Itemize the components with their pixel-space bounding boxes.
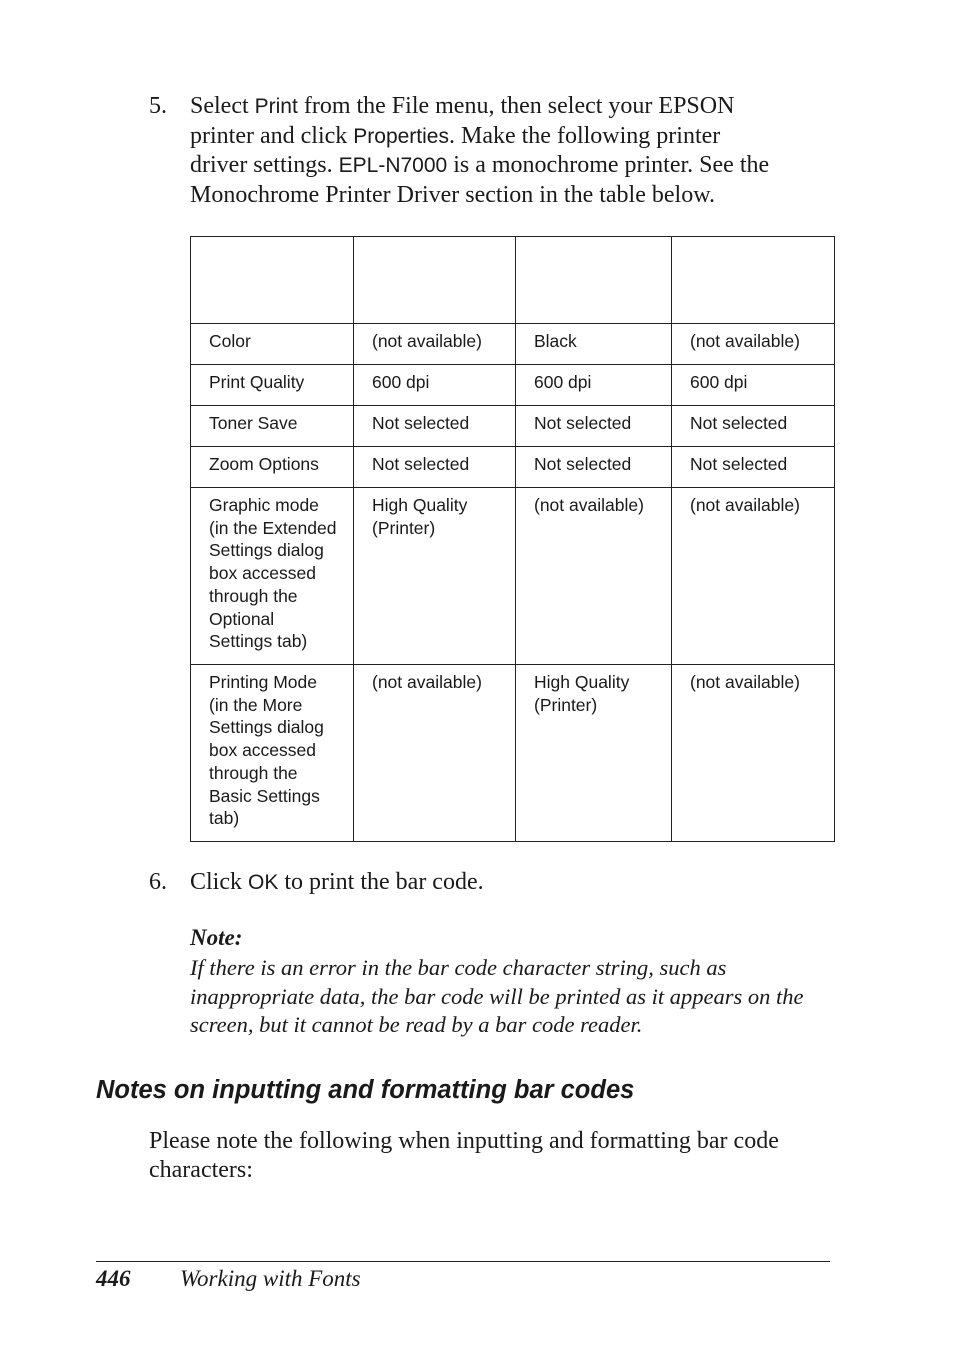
setting-name: Print Quality xyxy=(191,365,354,406)
table-header-cell xyxy=(354,237,516,324)
note-line: inappropriate data, the bar code will be printed as it appears on the xyxy=(190,983,804,1009)
table-cell: Not selected xyxy=(516,406,672,447)
step-5-line-1: Select Print from the File menu, then select your EPSON xyxy=(190,93,735,119)
body-paragraph xyxy=(149,1127,779,1184)
cell-line: (Printer) xyxy=(372,517,436,538)
cell-line: Settings dialog xyxy=(209,540,324,561)
cell-line: Settings tab) xyxy=(209,631,308,652)
table-cell xyxy=(516,665,672,842)
table-row xyxy=(191,406,835,447)
table-cell: Not selected xyxy=(672,447,835,488)
section-heading: Notes on inputting and formatting bar codes xyxy=(96,1076,635,1104)
table-cell: 600 dpi xyxy=(516,365,672,406)
cell-line: Basic Settings xyxy=(209,785,320,806)
cell-line: Optional xyxy=(209,608,275,629)
cell-line: Graphic mode xyxy=(209,495,319,515)
table-row xyxy=(191,488,835,665)
table-cell: Not selected xyxy=(354,447,516,488)
setting-name xyxy=(191,665,354,842)
running-head: Working with Fonts xyxy=(180,1266,361,1291)
note-line: screen, but it cannot be read by a bar code reader. xyxy=(190,1012,643,1037)
step-5-line-3: driver settings. EPL-N7000 is a monochrome printer. See the xyxy=(190,152,770,178)
setting-name: Zoom Options xyxy=(191,447,354,488)
table-header-row xyxy=(191,237,835,324)
footer-rule xyxy=(96,1261,830,1262)
driver-settings-table xyxy=(190,236,835,842)
cell-line: through the xyxy=(209,762,298,783)
cell-line: (not available) xyxy=(372,672,482,692)
table-cell xyxy=(516,488,672,665)
table-row xyxy=(191,365,835,406)
cell-line: (Printer) xyxy=(534,694,598,715)
ok-button-label: OK xyxy=(248,871,279,894)
table-cell: Not selected xyxy=(516,447,672,488)
table-cell: (not available) xyxy=(354,324,516,365)
table-header-cell xyxy=(516,237,672,324)
step-5-line-4: Monochrome Printer Driver section in the table below. xyxy=(190,181,715,208)
table-cell: 600 dpi xyxy=(354,365,516,406)
table-cell xyxy=(354,665,516,842)
table-cell: Black xyxy=(516,324,672,365)
setting-name: Color xyxy=(191,324,354,365)
table-cell xyxy=(672,665,835,842)
table-row xyxy=(191,665,835,842)
step-5-line-2: printer and click Properties. Make the following printer xyxy=(190,122,721,149)
note-line: If there is an error in the bar code character string, such as xyxy=(190,955,727,980)
cell-line: through the xyxy=(209,585,298,606)
step-number: 5. xyxy=(149,93,167,119)
cell-line: (in the More xyxy=(209,694,303,715)
page-number: 446 xyxy=(96,1266,131,1291)
cell-line: Printing Mode xyxy=(209,672,317,692)
table-header-cell xyxy=(191,237,354,324)
menu-item-print-label: Print xyxy=(254,95,298,118)
table-cell: 600 dpi xyxy=(672,365,835,406)
cell-line: High Quality xyxy=(534,672,630,692)
table-row xyxy=(191,447,835,488)
cell-line: box accessed xyxy=(209,563,317,584)
cell-line: (not available) xyxy=(690,672,800,692)
cell-line: (not available) xyxy=(690,495,800,515)
setting-name xyxy=(191,488,354,665)
note-title: Note: xyxy=(190,925,243,950)
cell-line: box accessed xyxy=(209,740,317,761)
table-header-cell xyxy=(672,237,835,324)
properties-button-label: Properties xyxy=(353,124,449,148)
cell-line: tab) xyxy=(209,808,240,829)
cell-line: Settings dialog xyxy=(209,717,324,738)
setting-name: Toner Save xyxy=(191,406,354,447)
paragraph-line: characters: xyxy=(149,1156,253,1183)
printer-model-label: EPL-N7000 xyxy=(338,154,448,177)
paragraph-line: Please note the following when inputting and formatting bar code xyxy=(149,1128,779,1154)
table-cell: (not available) xyxy=(672,324,835,365)
table-cell: Not selected xyxy=(672,406,835,447)
table-row xyxy=(191,324,835,365)
cell-line: High Quality xyxy=(372,495,468,515)
cell-line: (not available) xyxy=(534,495,644,515)
cell-line: (in the Extended xyxy=(209,517,337,538)
table-cell xyxy=(354,488,516,665)
step-number: 6. xyxy=(149,869,167,895)
table-cell xyxy=(672,488,835,665)
table-cell: Not selected xyxy=(354,406,516,447)
note-text xyxy=(190,954,804,1040)
